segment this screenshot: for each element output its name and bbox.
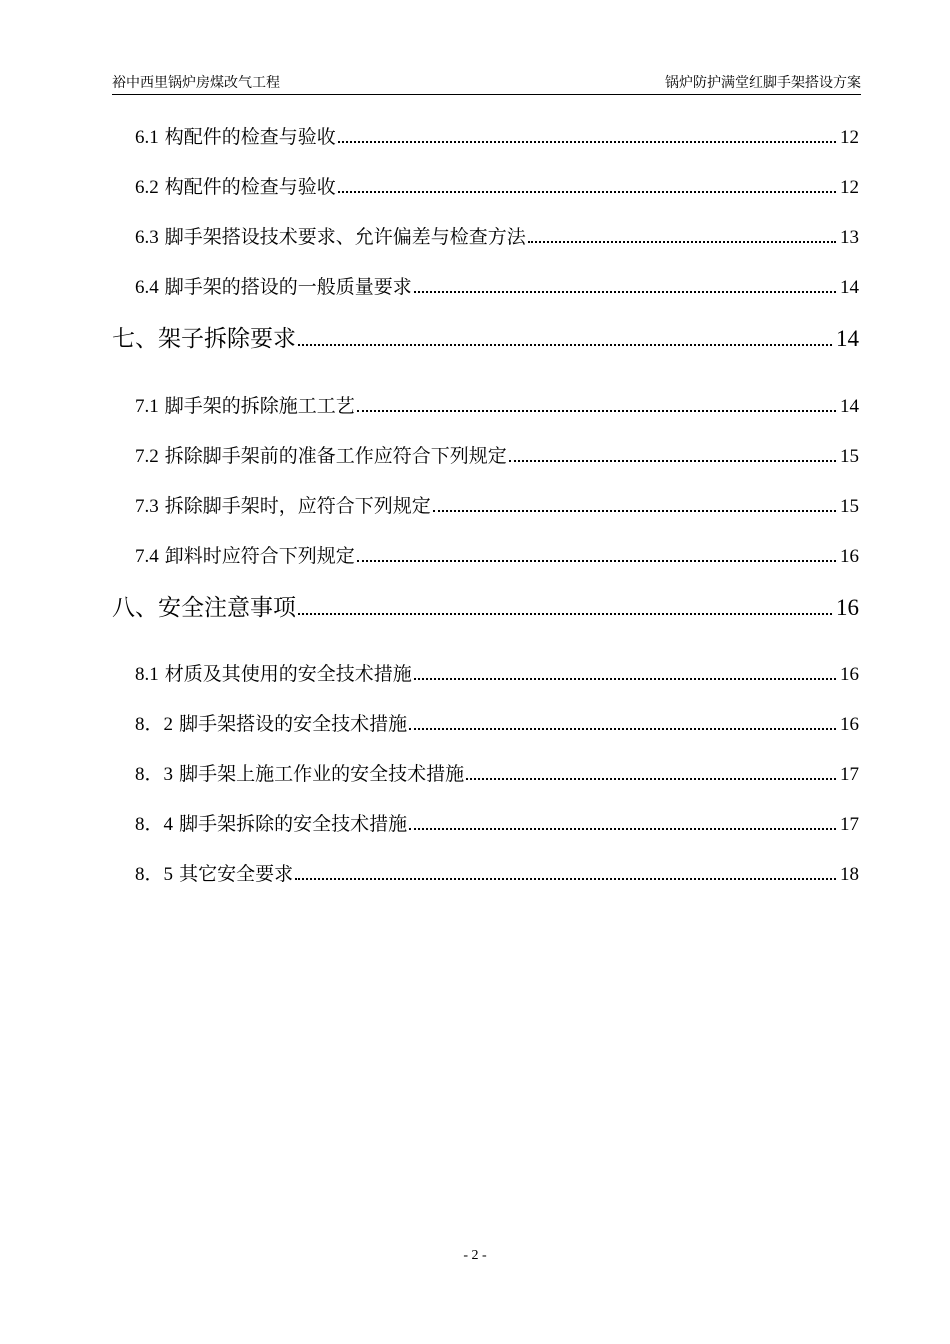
toc-entry-label (135, 222, 526, 249)
toc-entry-title: 安全注意事项 (158, 595, 296, 621)
toc-page-number: 12 (840, 127, 859, 148)
toc-section-entry[interactable] (135, 172, 859, 199)
toc-dot-leader (357, 560, 836, 562)
toc-page-number: 13 (840, 227, 859, 248)
toc-entry-title: 脚手架的搭设的一般质量要求 (164, 276, 412, 298)
toc-entry-label (135, 172, 336, 199)
toc-entry-number: 8．4 (135, 814, 174, 835)
header-project-title: 裕中西里锅炉房煤改气工程 (112, 75, 280, 91)
toc-entry-title: 脚手架的拆除施工工艺 (164, 395, 355, 417)
toc-entry-label (112, 589, 296, 622)
toc-entry-label (135, 709, 407, 736)
toc-entry-number: 6.4 (135, 277, 159, 298)
toc-dot-leader (414, 678, 836, 680)
toc-entry-title: 其它安全要求 (179, 863, 294, 885)
toc-entry-title: 构配件的检查与验收 (164, 126, 336, 148)
toc-entry-label (135, 859, 293, 886)
toc-dot-leader (357, 410, 836, 412)
toc-dot-leader (433, 510, 836, 512)
toc-entry-number: 7.2 (135, 446, 159, 467)
toc-entry-number: 6.3 (135, 227, 159, 248)
toc-page-number: 14 (840, 277, 859, 298)
toc-entry-title: 脚手架上施工作业的安全技术措施 (179, 763, 465, 785)
toc-entry-label (135, 659, 412, 686)
toc-page-number: 14 (840, 396, 859, 417)
toc-dot-leader (414, 291, 836, 293)
toc-section-entry[interactable] (135, 759, 859, 786)
toc-entry-label (135, 272, 412, 299)
toc-entry-label (135, 809, 407, 836)
toc-page-number: 12 (840, 177, 859, 198)
toc-page-number: 16 (836, 595, 859, 620)
toc-section-entry[interactable] (135, 441, 859, 468)
toc-section-entry[interactable] (135, 859, 859, 886)
toc-entry-number: 7.4 (135, 546, 159, 567)
toc-entry-number: 6.1 (135, 127, 159, 148)
toc-page-number: 16 (840, 664, 859, 685)
toc-section-entry[interactable] (135, 491, 859, 518)
toc-entry-label (112, 320, 296, 353)
toc-dot-leader (409, 728, 836, 730)
toc-chapter-entry[interactable] (112, 320, 859, 353)
toc-entry-label (135, 391, 355, 418)
toc-page-number: 15 (840, 496, 859, 517)
toc-section-entry[interactable] (135, 272, 859, 299)
toc-entry-number: 7.1 (135, 396, 159, 417)
toc-section-entry[interactable] (135, 809, 859, 836)
toc-entry-title: 卸料时应符合下列规定 (164, 545, 355, 567)
toc-entry-number: 8．3 (135, 764, 174, 785)
toc-entry-number: 8.1 (135, 664, 159, 685)
toc-page-number: 14 (836, 326, 859, 351)
toc-section-entry[interactable] (135, 222, 859, 249)
toc-section-entry[interactable] (135, 709, 859, 736)
toc-entry-title: 脚手架搭设的安全技术措施 (179, 713, 408, 735)
toc-dot-leader (298, 344, 832, 346)
toc-entry-title: 材质及其使用的安全技术措施 (164, 663, 412, 685)
toc-page-number: 17 (840, 764, 859, 785)
toc-page-number: 18 (840, 864, 859, 885)
toc-entry-title: 拆除脚手架前的准备工作应符合下列规定 (164, 445, 507, 467)
toc-chapter-entry[interactable] (112, 589, 859, 622)
toc-page-number: 15 (840, 446, 859, 467)
toc-dot-leader (409, 828, 836, 830)
toc-entry-number: 八、 (112, 595, 158, 621)
toc-dot-leader (295, 878, 836, 880)
page-header (112, 70, 861, 95)
toc-section-entry[interactable] (135, 541, 859, 568)
toc-entry-title: 脚手架搭设技术要求、允许偏差与检查方法 (164, 226, 526, 248)
toc-entry-label (135, 759, 464, 786)
toc-entry-number: 8．2 (135, 714, 174, 735)
toc-entry-number: 6.2 (135, 177, 159, 198)
toc-entry-label (135, 491, 431, 518)
toc-dot-leader (298, 613, 832, 615)
toc-entry-number: 7.3 (135, 496, 159, 517)
toc-dot-leader (466, 778, 836, 780)
toc-page-number: 16 (840, 546, 859, 567)
toc-entry-number: 8．5 (135, 864, 174, 885)
toc-entry-title: 脚手架拆除的安全技术措施 (179, 813, 408, 835)
toc-dot-leader (338, 141, 836, 143)
toc-entry-title: 构配件的检查与验收 (164, 176, 336, 198)
toc-section-entry[interactable] (135, 122, 859, 149)
toc-dot-leader (509, 460, 836, 462)
toc-dot-leader (528, 241, 836, 243)
toc-entry-title: 拆除脚手架时，应符合下列规定 (164, 495, 431, 517)
toc-entry-label (135, 441, 507, 468)
toc-section-entry[interactable] (135, 391, 859, 418)
toc-section-entry[interactable] (135, 659, 859, 686)
toc-dot-leader (338, 191, 836, 193)
toc-entry-label (135, 541, 355, 568)
toc-page-number: 17 (840, 814, 859, 835)
toc-entry-label (135, 122, 336, 149)
toc-entry-title: 架子拆除要求 (158, 326, 296, 352)
toc-page-number: 16 (840, 714, 859, 735)
header-document-title: 锅炉防护满堂红脚手架搭设方案 (665, 75, 861, 91)
toc-entry-number: 七、 (112, 326, 158, 352)
page-number: - 2 - (463, 1248, 487, 1263)
